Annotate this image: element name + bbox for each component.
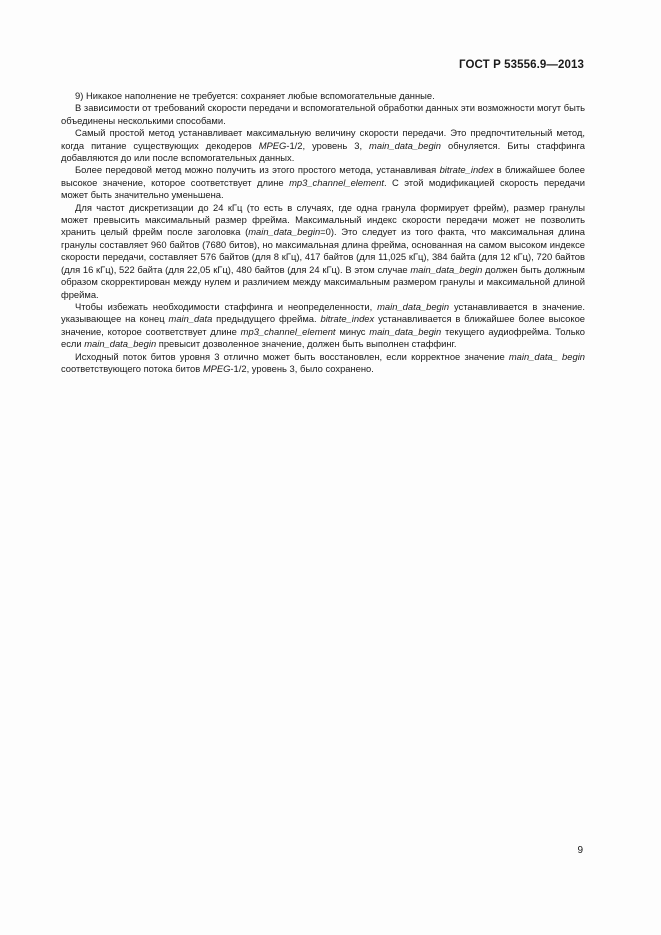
text-run: =0). Это следует из того факта, что максимальная длина гранулы составляет 960 байтов (7680 битов), но максимальная длина фрейма, основанная на самом высоком индексе скорости передачи, составляет 576 байтов (для 8 кГц), 417 байтов (для 11,025 кГц), 384 байта (для 12 кГц), 720 байтов (для 16 кГц), 522 байта (для 22,05 кГц), 480 байтов (для 24 кГц). В этом случае	[61, 226, 585, 275]
text-run: -1/2, уровень 3, было сохранено.	[230, 362, 374, 374]
italic-term: mp3_channel_element	[240, 325, 336, 337]
text-run: Более передовой метод можно получить из этого простого метода, устанавливая	[75, 164, 440, 176]
page-number: 9	[577, 845, 583, 856]
italic-term: main_data_ begin	[508, 350, 585, 362]
text-run: Самый простой метод устанавливает максимальную величину скорости передачи. Это предпочтительный метод, когда питание существующих декодеров	[61, 127, 585, 151]
italic-term: bitrate_index	[320, 313, 375, 325]
text-run: . С этой модификацией скорость передачи может быть значительно уменьшена.	[61, 176, 585, 201]
paragraph	[61, 90, 585, 102]
text-run: В зависимости от требований скорости передачи и вспомогательной обработки данных эти возможности могут быть объединены несколькими способами.	[61, 102, 585, 126]
text-run: Чтобы избежать необходимости стаффинга и неопределенности,	[75, 300, 378, 312]
italic-term: main_data_begin	[410, 263, 483, 275]
italic-term: main_data_begin	[377, 300, 450, 312]
text-run: устанавливается в значение. указывающее на конец	[61, 300, 585, 325]
italic-term: bitrate_index	[439, 164, 494, 176]
paragraph	[61, 102, 585, 127]
text-run: обнуляется. Биты стаффинга добавляются до или после вспомогательных данных.	[61, 139, 585, 164]
standard-header: ГОСТ Р 53556.9—2013	[459, 59, 584, 71]
text-run: 9) Никакое наполнение не требуется: сохраняет любые вспомогательные данные.	[75, 90, 435, 101]
paragraph	[61, 164, 585, 201]
italic-term: MPEG	[258, 139, 287, 151]
text-run: Исходный поток битов уровня 3 отлично может быть восстановлен, если корректное значение	[75, 350, 509, 362]
text-run: должен быть должным образом скорректирован между нулем и различием между максимальным размером гранулы и максимальной длиной фрейма.	[61, 263, 585, 300]
text-run: минус	[335, 325, 370, 337]
text-run: устанавливается в ближайшее более высокое значение, которое соответствует длине	[61, 313, 586, 337]
italic-term: main_data_begin	[248, 226, 321, 238]
paragraph	[61, 351, 585, 376]
italic-term: main_data_begin	[369, 139, 441, 151]
italic-term: main_data	[168, 313, 213, 325]
text-run: Для частот дискретизации до 24 кГц (то есть в случаях, где одна гранула формирует фрейм), размер гранулы может превысить максимальный размер фрейма. Максимальный индекс скорости передачи может не позволить хранить целый фрейм после заголовка (	[61, 201, 585, 238]
document-body	[61, 90, 585, 375]
italic-term: MPEG	[202, 362, 231, 374]
paragraph	[61, 202, 585, 301]
text-run: текущего аудиофрейма. Только если	[61, 325, 586, 350]
paragraph	[61, 301, 585, 351]
text-run: предыдущего фрейма.	[212, 313, 321, 325]
italic-term: main_data_begin	[369, 325, 442, 337]
text-run: в ближайшее более высокое значение, которое соответствует длине	[61, 164, 585, 188]
text-run: -1/2, уровень 3,	[286, 139, 370, 151]
text-run: соответствующего потока битов	[61, 362, 203, 374]
text-run: превысит дозволенное значение, должен быть выполнен стаффинг.	[156, 338, 457, 350]
italic-term: mp3_channel_element	[289, 176, 384, 188]
paragraph	[61, 127, 585, 164]
italic-term: main_data_begin	[84, 338, 157, 350]
